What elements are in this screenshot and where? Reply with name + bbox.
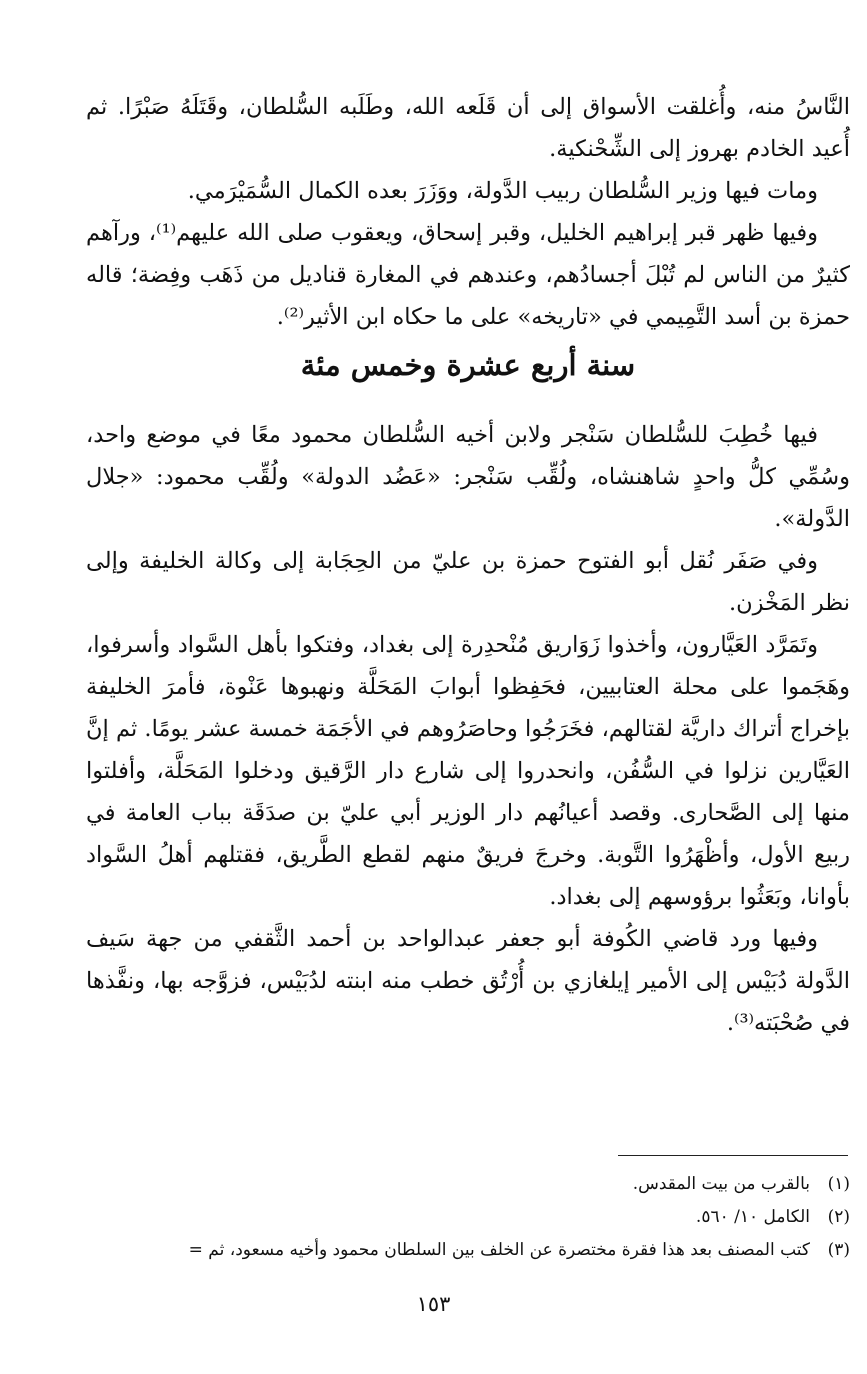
paragraph-ayyarun: وتَمَرَّد العَيَّارون، وأخذوا زَوَاريق مُنْحدِرة إلى بغداد، وفتكوا بأهل السَّواد وأسرفوا، وهَجَموا على محلة العتابيين، فحَفِظوا أبوابَ المَحَلَّة ونهبوها عَنْوة، فأمرَ الخليفة بإخراج أتراك داريَّة لقتالهم، فخَرَجُوا وحاصَرُوهم في الأجَمَة خمسة عشر يومًا. ثم إنَّ العَيَّارين نزلوا في السُّفُن، وانحدروا إلى شارع دار الرَّقيق ودخلوا المَحَلَّة، وأفلتوا منها إلى الصَّحارى. وقصد أعيانُهم دار الوزير أبي عليّ بن صدَقَة بباب العامة في ربيع الأول، وأظْهَرُوا التَّوبة. وخرجَ فريقٌ منهم لقطع الطَّريق، فقتلهم أهلُ السَّواد بأوانا، وبَعَثُوا برؤوسهم إلى بغداد. bbox=[86, 632, 850, 910]
footnote-number: (٣) bbox=[827, 1240, 850, 1260]
page-number: ١٥٣ bbox=[416, 1292, 451, 1316]
paragraph-khutba: فيها خُطِبَ للسُّلطان سَنْجر ولابن أخيه السُّلطان محمود معًا في موضع واحد، وسُمِّي كلُّ واحدٍ شاهنشاه، ولُقِّب سَنْجر: «عَضُد الدولة» ولُقِّب محمود: «جلال الدَّولة». bbox=[86, 422, 850, 532]
page-body bbox=[86, 86, 850, 1044]
paragraph-safar: وفي صَفَر نُقل أبو الفتوح حمزة بن عليّ من الحِجَابة إلى وكالة الخليفة وإلى نظر المَخْزن. bbox=[86, 548, 850, 616]
footnote-text: كتب المصنف بعد هذا فقرة مختصرة عن الخلف بين السلطان محمود وأخيه مسعود، ثم = bbox=[188, 1240, 810, 1260]
footnote-3 bbox=[86, 1234, 850, 1267]
footnote-number: (٢) bbox=[827, 1207, 850, 1227]
paragraph-continuation: النَّاسُ منه، وأُغلقت الأسواق إلى أن قَلَعه الله، وطَلَبه السُّلطان، وقَتَلَهُ صَبْرًا. ثم أُعيد الخادم بهروز إلى الشِّحْنكية. bbox=[86, 94, 850, 162]
paragraph-vizier-death: ومات فيها وزير السُّلطان ربيب الدَّولة، ووَزَرَ بعده الكمال السُّمَيْرَمي. bbox=[187, 178, 818, 204]
paragraph-kufa-judge: وفيها ورد قاضي الكُوفة أبو جعفر عبدالواحد بن أحمد الثَّقفي من جهة سَيف الدَّولة دُبَيْس إلى الأمير إيلغازي بن أُرْتُق خطب منه ابنته لدُبَيْس، فزوَّجه بها، ونفَّذها في صُحْبَته⁽³⁾. bbox=[86, 926, 850, 1036]
footnotes bbox=[86, 1168, 850, 1267]
footnote-text: الكامل ١٠/ ٥٦٠. bbox=[695, 1207, 810, 1227]
footnote-text: بالقرب من بيت المقدس. bbox=[632, 1174, 810, 1194]
footnote-2 bbox=[86, 1201, 850, 1234]
section-heading: سنة أربع عشرة وخمس مئة bbox=[300, 348, 636, 382]
paragraph-abraham-tomb: وفيها ظهر قبر إبراهيم الخليل، وقبر إسحاق، ويعقوب صلى الله عليهم⁽¹⁾، ورآهم كثيرٌ من الناس لم تُبْلَ أجسادُهم، وعندهم في المغارة قناديل من ذَهَب وفِضة؛ قاله حمزة بن أسد التَّمِيمي في «تاريخه» على ما حكاه ابن الأثير⁽²⁾. bbox=[86, 220, 850, 330]
footnote-1 bbox=[86, 1168, 850, 1201]
footnote-number: (١) bbox=[827, 1174, 850, 1194]
footnote-separator bbox=[0, 1155, 867, 1156]
